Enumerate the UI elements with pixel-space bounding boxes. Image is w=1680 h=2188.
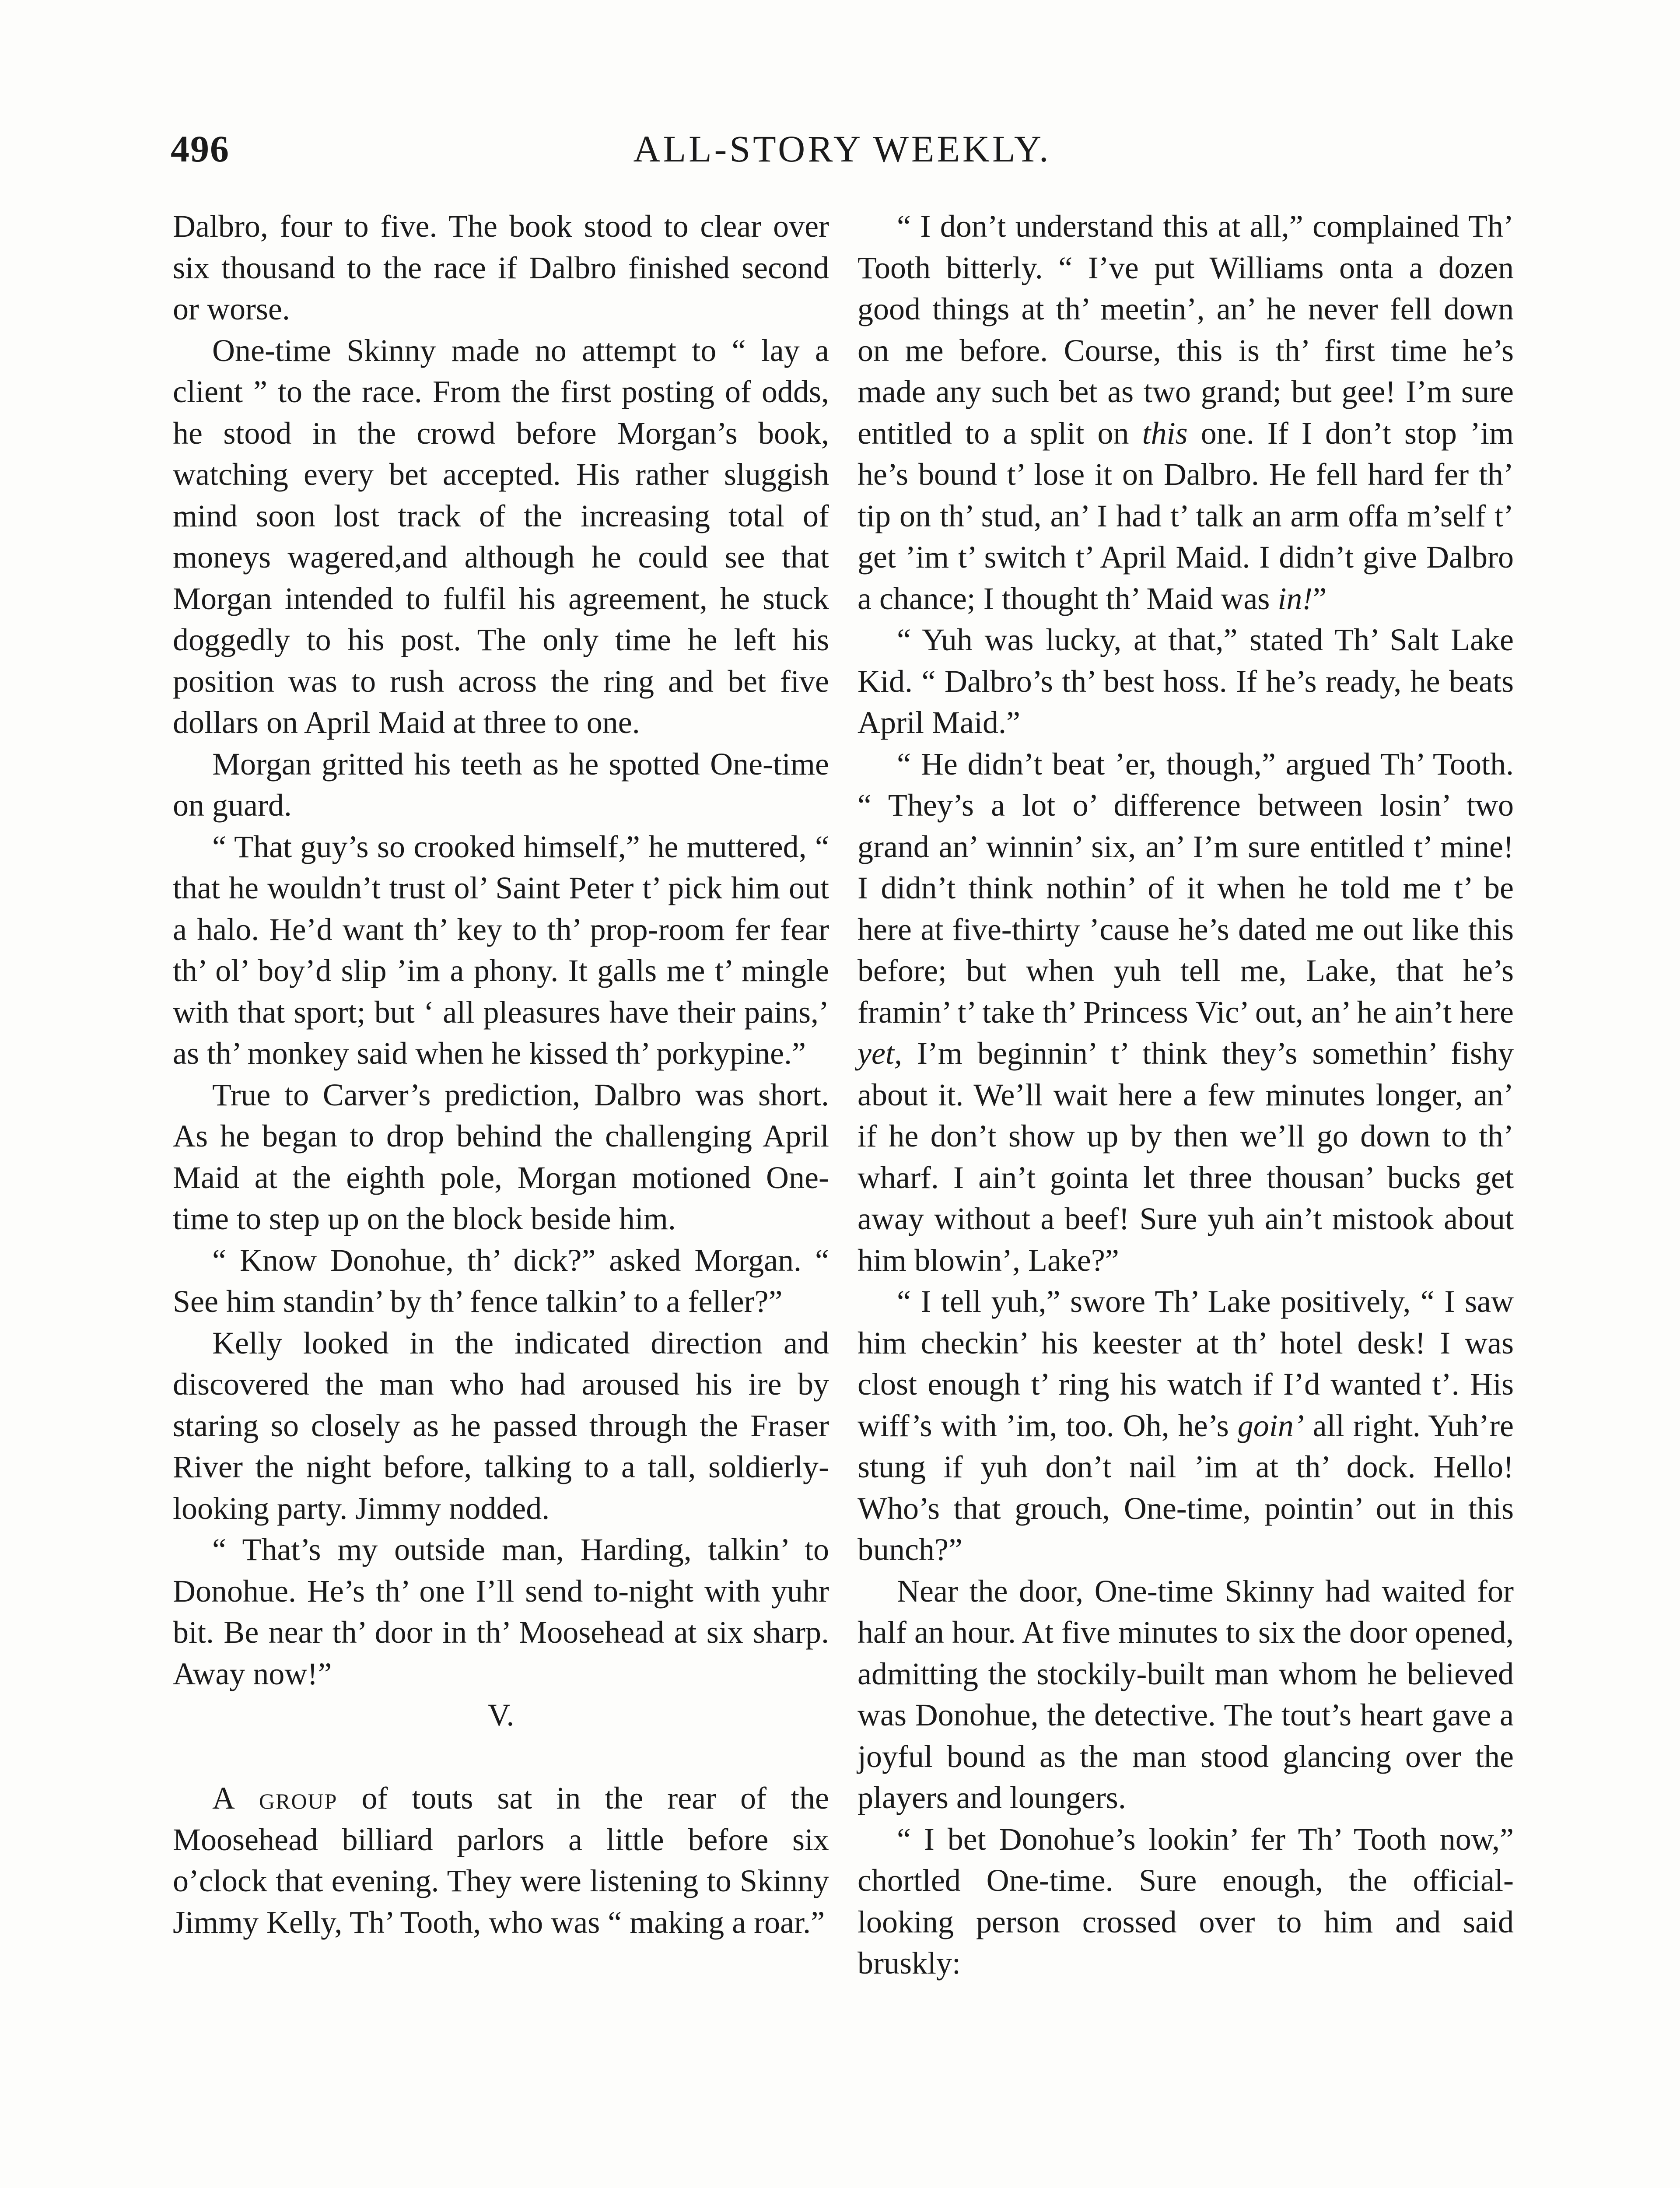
page-header [171, 127, 1514, 179]
small-caps-opening: A group [212, 1781, 338, 1816]
running-head: ALL-STORY WEEKLY. [633, 128, 1051, 170]
text-run: all right. Yuh’re stung if yuh don’t nail ’im at th’ dock. Hello! Who’s that grouch, One-time, pointin’ out in this bunch?” [858, 1408, 1514, 1567]
text-run: ” [1312, 581, 1327, 616]
italic-run: goin’ [1237, 1408, 1304, 1443]
italic-run: this [1142, 415, 1188, 451]
paragraph: “ Know Donohue, th’ dick?” asked Morgan. “ See him standin’ by th’ fence talkin’ to a feller?” [173, 1242, 829, 1319]
section-heading: V. [487, 1697, 514, 1732]
text-run: “ I bet Donohue’s lookin’ fer Th’ Tooth now,” chortled One-time. Sure enough, the official-looking person crossed over to him and said bruskly: [858, 1821, 1514, 1981]
paragraph: One-time Skinny made no attempt to “ lay a client ” to the race. From the first posting of odds, he stood in the crowd before Morgan’s book, watching every bet accepted. His rather sluggish mind soon lost track of the increasing total of moneys wagered,and although he could see that Morgan intended to fulfil his agreement, he stuck doggedly to his post. The only time he left his position was to rush across the ring and bet five dollars on April Maid at three to one. [173, 333, 829, 740]
text-run: “ He didn’t beat ’er, though,” argued Th’ Tooth. “ They’s a lot o’ difference between losin’ two grand an’ winnin’ six, an’ I’m sure entitled t’ mine! I didn’t think nothin’ of it when he told me t’ be here at five-thirty ’cause he’s dated me out like this before; but when yuh tell me, Lake, that he’s framin’ t’ take th’ Princess Vic’ out, an’ he ain’t here [858, 746, 1514, 1030]
right-column [858, 206, 1514, 1984]
italic-run: yet, [858, 1036, 902, 1071]
text-run: one. If I don’t stop ’im he’s bound t’ lose it on Dalbro. He fell hard fer th’ tip on th’ stud, an’ I had t’ talk an arm offa m’self t’ get ’im t’ switch t’ April Maid. I didn’t give Dalbro a chance; I thought th’ Maid was [858, 415, 1514, 616]
text-run: I’m beginnin’ t’ think they’s somethin’ fishy about it. We’ll wait here a few minutes longer, an’ if he don’t show up by then we’ll go down to th’ wharf. I ain’t gointa let three thousan’ bucks get away without a beef! Sure yuh ain’t mistook about him blowin’, Lake?” [858, 1036, 1514, 1278]
page-number: 496 [171, 128, 230, 170]
italic-run: in! [1278, 581, 1313, 616]
opening-text: of touts sat in the rear of the Moosehead billiard parlors a little before six o’clock that evening. They were listening to Skinny Jimmy Kelly, Th’ Tooth, who was “ making a roar.” [173, 1781, 829, 1940]
paragraph: Morgan gritted his teeth as he spotted One-time on guard. [173, 746, 829, 823]
text-run: “ Yuh was lucky, at that,” stated Th’ Salt Lake Kid. “ Dalbro’s th’ best hoss. If he’s ready, he beats April Maid.” [858, 622, 1514, 740]
paragraph: “ That’s my outside man, Harding, talkin’ to Donohue. He’s th’ one I’ll send to-night with yuhr bit. Be near th’ door in th’ Moosehead at six sharp. Away now!” [173, 1532, 829, 1691]
paragraph [858, 743, 1514, 1281]
paragraph: Dalbro, four to five. The book stood to clear over six thousand to the race if Dalbro finished second or worse. [173, 209, 829, 326]
text-run: “ I tell yuh,” swore Th’ Lake positively, “ I saw him checkin’ his keester at th’ hotel desk! I was clost enough t’ ring his watch if I’d wanted t’. His wiff’s with ’im, too. Oh, he’s [858, 1284, 1514, 1443]
paragraph [858, 1281, 1514, 1571]
left-column [173, 206, 829, 1943]
paragraph: “ That guy’s so crooked himself,” he muttered, “ that he wouldn’t trust ol’ Saint Peter t’ pick him out a halo. He’d want th’ key to th’ prop-room fer fear th’ ol’ boy’d slip ’im a phony. It galls me t’ mingle with that sport; but ‘ all pleasures have their pains,’ as th’ monkey said when he kissed th’ porkypine.” [173, 829, 829, 1071]
section-opening-paragraph [173, 1778, 829, 1943]
paragraph [858, 619, 1514, 743]
paragraph [858, 1819, 1514, 1984]
paragraph [858, 1571, 1514, 1819]
text-run: Near the door, One-time Skinny had waited for half an hour. At five minutes to six the door opened, admitting the stockily-built man whom he believed was Donohue, the detective. The tout’s heart gave a joyful bound as the man stood glancing over the players and loungers. [858, 1573, 1514, 1815]
paragraph [858, 206, 1514, 619]
paragraph: True to Carver’s prediction, Dalbro was short. As he began to drop behind the challenging April Maid at the eighth pole, Morgan motioned One-time to step up on the block beside him. [173, 1077, 829, 1236]
paragraph: Kelly looked in the indicated direction and discovered the man who had aroused his ire by staring so closely as he passed through the Fraser River the night before, talking to a tall, soldierly-looking party. Jimmy nodded. [173, 1325, 829, 1526]
text-run: “ I don’t understand this at all,” complained Th’ Tooth bitterly. “ I’ve put Williams onta a dozen good things at th’ meetin’, an’ he never fell down on me before. Course, this is th’ first time he’s made any such bet as two grand; but gee! I’m sure entitled to a split on [858, 209, 1514, 451]
